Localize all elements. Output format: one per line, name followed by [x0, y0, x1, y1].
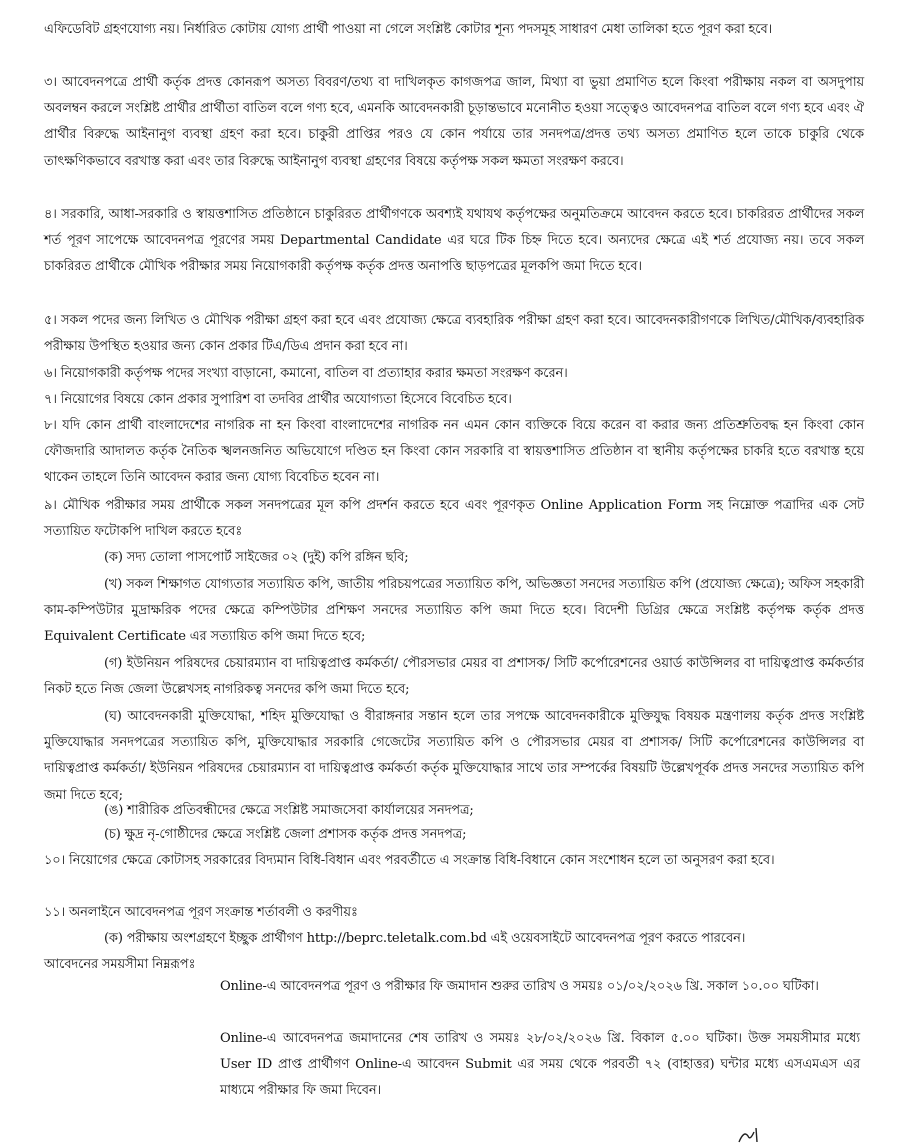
paragraph-4: ৪। সরকারি, আধা-সরকারি ও স্বায়ত্তশাসিত প্রতিষ্ঠানে চাকুরিরত প্রার্থীগণকে অবশ্যই যথাযথ কর্তৃপক্ষের অনুমতিক্রমে আবেদন করতে হবে। চাকরিরত প্রার্থীদের সকল শর্ত পূরণ সাপেক্ষে আবেদনপত্র পূরণের সময় Departmental Candidate এর ঘরে টিক চিহ্ন দিতে হবে। অন্যদের ক্ষেত্রে এই শর্ত প্রযোজ্য নয়। তবে সকল চাকরিরত প্রার্থীকে মৌখিক পরীক্ষার সময় নিয়োগকারী কর্তৃপক্ষ কর্তৃক প্রদত্ত অনাপত্তি ছাড়পত্রের মূলকপি জমা দিতে হবে। — [44, 207, 864, 275]
item-gha-text: (ঘ) আবেদনকারী মুক্তিযোদ্ধা, শহিদ মুক্তিযোদ্ধা ও বীরাঙ্গনার সন্তান হলে তার সপক্ষে আবেদনকারীকে মুক্তিযুদ্ধ বিষয়ক মন্ত্রণালয় কর্তৃক প্রদত্ত সংশ্লিষ্ট মুক্তিযোদ্ধার সনদপত্রের সত্যায়িত কপি, মুক্তিযোদ্ধার সরকারি গেজেটের সত্যায়িত কপি ও পৌরসভার মেয়র বা প্রশাসক/ সিটি কর্পোরেশনের কাউন্সিলর বা দায়িত্বপ্রাপ্ত কর্মকর্তা/ ইউনিয়ন পরিষদের চেয়ারম্যান বা দায়িত্বপ্রাপ্ত কর্মকর্তা কর্তৃক মুক্তিযোদ্ধার সাথে তার সম্পর্কের বিষয়টি উল্লেখপূর্বক প্রদত্ত সনদের সত্যায়িত কপি জমা দিতে হবে; — [44, 709, 864, 803]
page-number-mark — [736, 1122, 766, 1144]
item-ga-text: (গ) ইউনিয়ন পরিষদের চেয়ারম্যান বা দায়িত্বপ্রাপ্ত কর্মকর্তা/ পৌরসভার মেয়র বা প্রশাসক/ সিটি কর্পোরেশনের ওয়ার্ড কাউন্সিলর বা দায়িত্বপ্রাপ্ত কর্মকর্তার নিকট হতে নিজ জেলা উল্লেখসহ নাগরিকত্ব সনদের কপি জমা দিতে হবে; — [44, 656, 864, 698]
paragraph-9-item-ka — [44, 545, 864, 571]
paragraph-6: ৬। নিয়োগকারী কর্তৃপক্ষ পদের সংখ্যা বাড়ানো, কমানো, বাতিল বা প্রত্যাহার করার ক্ষমতা সংরক্ষণ করেন। — [44, 366, 568, 381]
item-uo-text: (ঙ) শারীরিক প্রতিবন্ধীদের ক্ষেত্রে সংশ্লিষ্ট সমাজসেবা কার্যালয়ের সনদপত্র; — [104, 803, 474, 818]
paragraph-9-item-gha — [44, 704, 864, 809]
paragraph-11: ১১। অনলাইনে আবেদনপত্র পূরণ সংক্রান্ত শর্তাবলী ও করণীয়ঃ — [44, 905, 358, 920]
paragraph-9-item-uo — [44, 798, 864, 824]
application-end-datetime: Online-এ আবেদনপত্র জমাদানের শেষ তারিখ ও সময়ঃ ২৮/০২/২০২৬ খ্রি. বিকাল ৫.০০ ঘটিকা। উক্ত সময়সীমার মধ্যে User ID প্রাপ্ত প্রার্থীগণ Online-এ আবেদন Submit এর সময় থেকে পরবর্তী ৭২ (বাহাত্তর) ঘন্টার মধ্যে এসএমএস এর মাধ্যমে পরীক্ষার ফি জমা দিবেন। — [220, 1031, 860, 1099]
application-period-heading: আবেদনের সময়সীমা নিম্নরূপঃ — [44, 957, 196, 972]
item-kha-text: (খ) সকল শিক্ষাগত যোগ্যতার সত্যায়িত কপি, জাতীয় পরিচয়পত্রের সত্যায়িত কপি, অভিজ্ঞতা সনদের সত্যায়িত কপি (প্রযোজ্য ক্ষেত্রে); অফিস সহকারী কাম-কম্পিউটার মুদ্রাক্ষরিক পদের ক্ষেত্রে কম্পিউটার প্রশিক্ষণ সনদের সত্যায়িত কপি জমা দিতে হবে। বিদেশী ডিগ্রির ক্ষেত্রে সংশ্লিষ্ট কর্তৃপক্ষ কর্তৃক প্রদত্ত Equivalent Certificate এর সত্যায়িত কপি জমা দিতে হবে; — [44, 577, 864, 645]
paragraph-2-continuation: এফিডেবিট গ্রহণযোগ্য নয়। নির্ধারিত কোটায় যোগ্য প্রার্থী পাওয়া না গেলে সংশ্লিষ্ট কোটার শূন্য পদসমূহ সাধারণ মেধা তালিকা হতে পূরণ করা হবে। — [44, 22, 773, 37]
item-ka-text: (ক) সদ্য তোলা পাসপোর্ট সাইজের ০২ (দুই) কপি রঙ্গিন ছবি; — [104, 550, 409, 565]
handwritten-mark-icon — [736, 1122, 766, 1144]
paragraph-8: ৮। যদি কোন প্রার্থী বাংলাদেশের নাগরিক না হন কিংবা বাংলাদেশের নাগরিক নন এমন কোন ব্যক্তিকে বিয়ে করেন বা করার জন্য প্রতিশ্রুতিবদ্ধ হন কিংবা কোন ফৌজদারি আদালত কর্তৃক নৈতিক স্খলনজনিত অভিযোগে দণ্ডিত হন কিংবা কোন সরকারি বা স্বায়ত্তশাসিত প্রতিষ্ঠান বা স্থানীয় কর্তৃপক্ষের চাকরি হতে বরখাস্ত হয়ে থাকেন তাহলে তিনি আবেদন করার জন্য যোগ্য বিবেচিত হবেন না। — [44, 418, 864, 486]
paragraph-9: ৯। মৌখিক পরীক্ষার সময় প্রার্থীকে সকল সনদপত্রের মূল কপি প্রদর্শন করতে হবে এবং পূরণকৃত Online Application Form সহ নিম্নোক্ত পত্রাদির এক সেট সত্যায়িত ফটোকপি দাখিল করতে হবেঃ — [44, 498, 864, 540]
paragraph-9-item-kha — [44, 572, 864, 651]
paragraph-3: ৩। আবেদনপত্রে প্রার্থী কর্তৃক প্রদত্ত কোনরূপ অসত্য বিবরণ/তথ্য বা দাখিলকৃত কাগজপত্র জাল, মিথ্যা বা ভুয়া প্রমাণিত হলে কিংবা পরীক্ষায় নকল বা অসদুপায় অবলম্বন করলে সংশ্লিষ্ট প্রার্থীর প্রার্থীতা বাতিল বলে গণ্য হবে, এমনকি আবেদনকারী চূড়ান্তভাবে মনোনীত হওয়া সত্ত্বেও আবেদনপত্র বাতিল বলে গণ্য হবে এবং ঐ প্রার্থীর বিরুদ্ধে আইনানুগ ব্যবস্থা গ্রহণ করা হবে। চাকুরী প্রাপ্তির পরও যে কোন পর্যায়ে তার সনদপত্র/প্রদত্ত তথ্য অসত্য প্রমাণিত হলে তাকে চাকুরি থেকে তাৎক্ষণিকভাবে বরখাস্ত করা এবং তার বিরুদ্ধে আইনানুগ ব্যবস্থা গ্রহণের বিষয়ে কর্তৃপক্ষ সকল ক্ষমতা সংরক্ষণ করবে। — [44, 75, 864, 169]
application-start-datetime: Online-এ আবেদনপত্র পূরণ ও পরীক্ষার ফি জমাদান শুরুর তারিখ ও সময়ঃ ০১/০২/২০২৬ খ্রি. সকাল ১০.০০ ঘটিকা। — [220, 979, 819, 994]
paragraph-5: ৫। সকল পদের জন্য লিখিত ও মৌখিক পরীক্ষা গ্রহণ করা হবে এবং প্রযোজ্য ক্ষেত্রে ব্যবহারিক পরীক্ষা গ্রহণ করা হবে। আবেদনকারীগণকে লিখিত/মৌখিক/ব্যবহারিক পরীক্ষায় উপস্থিত হওয়ার জন্য কোন প্রকার টিএ/ডিএ প্রদান করা হবে না। — [44, 313, 864, 355]
paragraph-10: ১০। নিয়োগের ক্ষেত্রে কোটাসহ সরকারের বিদ্যমান বিধি-বিধান এবং পরবর্তীতে এ সংক্রান্ত বিধি-বিধানে কোন সংশোধন হলে তা অনুসরণ করা হবে। — [44, 853, 775, 868]
item-cha-text: (চ) ক্ষুদ্র নৃ-গোষ্ঠীদের ক্ষেত্রে সংশ্লিষ্ট জেলা প্রশাসক কর্তৃক প্রদত্ত সনদপত্র; — [104, 827, 467, 842]
paragraph-11-item-ka — [44, 926, 864, 952]
paragraph-9-item-cha — [44, 822, 864, 848]
paragraph-9-item-ga — [44, 651, 864, 703]
paragraph-7: ৭। নিয়োগের বিষয়ে কোন প্রকার সুপারিশ বা তদবির প্রার্থীর অযোগ্যতা হিসেবে বিবেচিত হবে। — [44, 392, 512, 407]
item-11-ka-text: (ক) পরীক্ষায় অংশগ্রহণে ইচ্ছুক প্রার্থীগণ http://beprc.teletalk.com.bd এই ওয়েবসাইটে আবেদনপত্র পূরণ করতে পারবেন। — [104, 931, 746, 946]
